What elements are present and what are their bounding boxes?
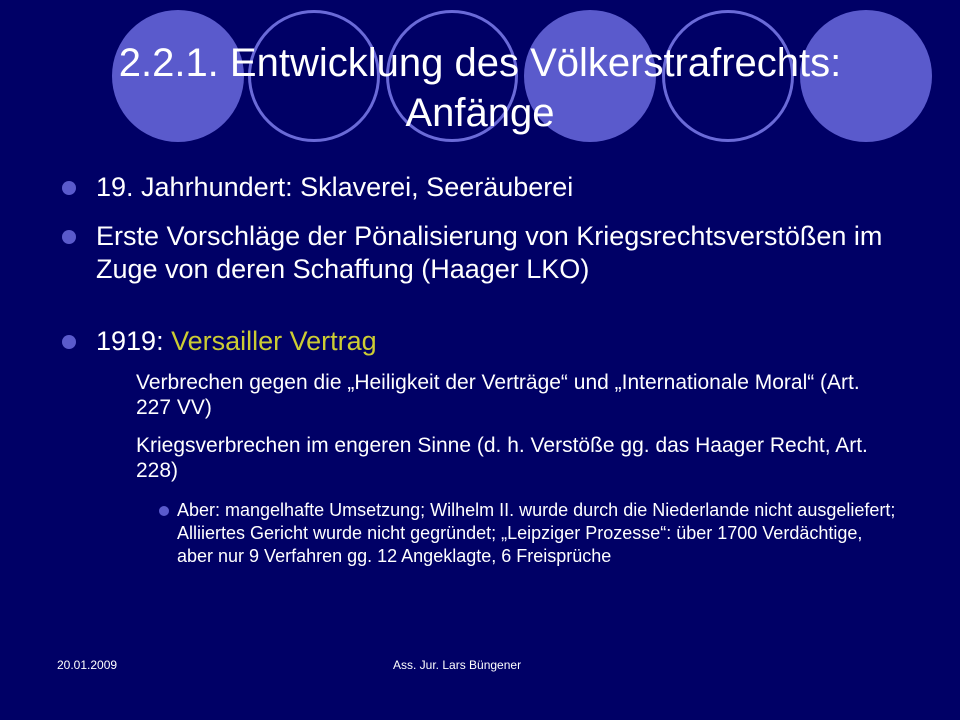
bullet-dot-icon [62,181,76,195]
bullet-item [96,325,896,358]
sub-bullet-text: Verbrechen gegen die „Heiligkeit der Verträge“ und „Internationale Moral“ (Art. 227 VV) [136,371,860,419]
bullet-text: Erste Vorschläge der Pönalisierung von Kriegsrechtsverstößen im Zuge von deren Schaffung (Haager LKO) [96,221,883,284]
sub-bullet-text: Kriegsverbrechen im engeren Sinne (d. h. Verstöße gg. das Haager Recht, Art. 228) [136,434,868,482]
bullet-item [96,171,896,204]
bullet-text: 19. Jahrhundert: Sklaverei, Seeräuberei [96,172,574,202]
footer-author: Ass. Jur. Lars Büngener [393,658,522,672]
bullet-dot-icon [62,335,76,349]
slide-title-line-1: 2.2.1. Entwicklung des Völkerstrafrechts: [118,41,842,85]
bullet-text-highlight: Versailler Vertrag [171,326,377,356]
sub-sub-bullet-item [177,499,897,568]
slide-title-line-2: Anfänge [405,91,555,135]
bullet-text-prefix: 1919: [96,326,172,356]
sub-sub-bullet-text: Aber: mangelhafte Umsetzung; Wilhelm II. wurde durch die Niederlande nicht ausgeliefert; Alliiertes Gericht wurde nicht gegründet; „Leipziger Prozesse“: über 1700 Verdächtige, aber nur 9 Verfahren gg. 12 Angeklagte, 6 Freisprüche [177,500,896,566]
bullet-dot-icon [62,230,76,244]
bullet-item [96,220,896,286]
footer-date: 20.01.2009 [57,658,118,672]
sub-bullet-item [136,433,896,483]
bullet-dot-icon [159,506,169,516]
sub-bullet-item [136,370,896,420]
